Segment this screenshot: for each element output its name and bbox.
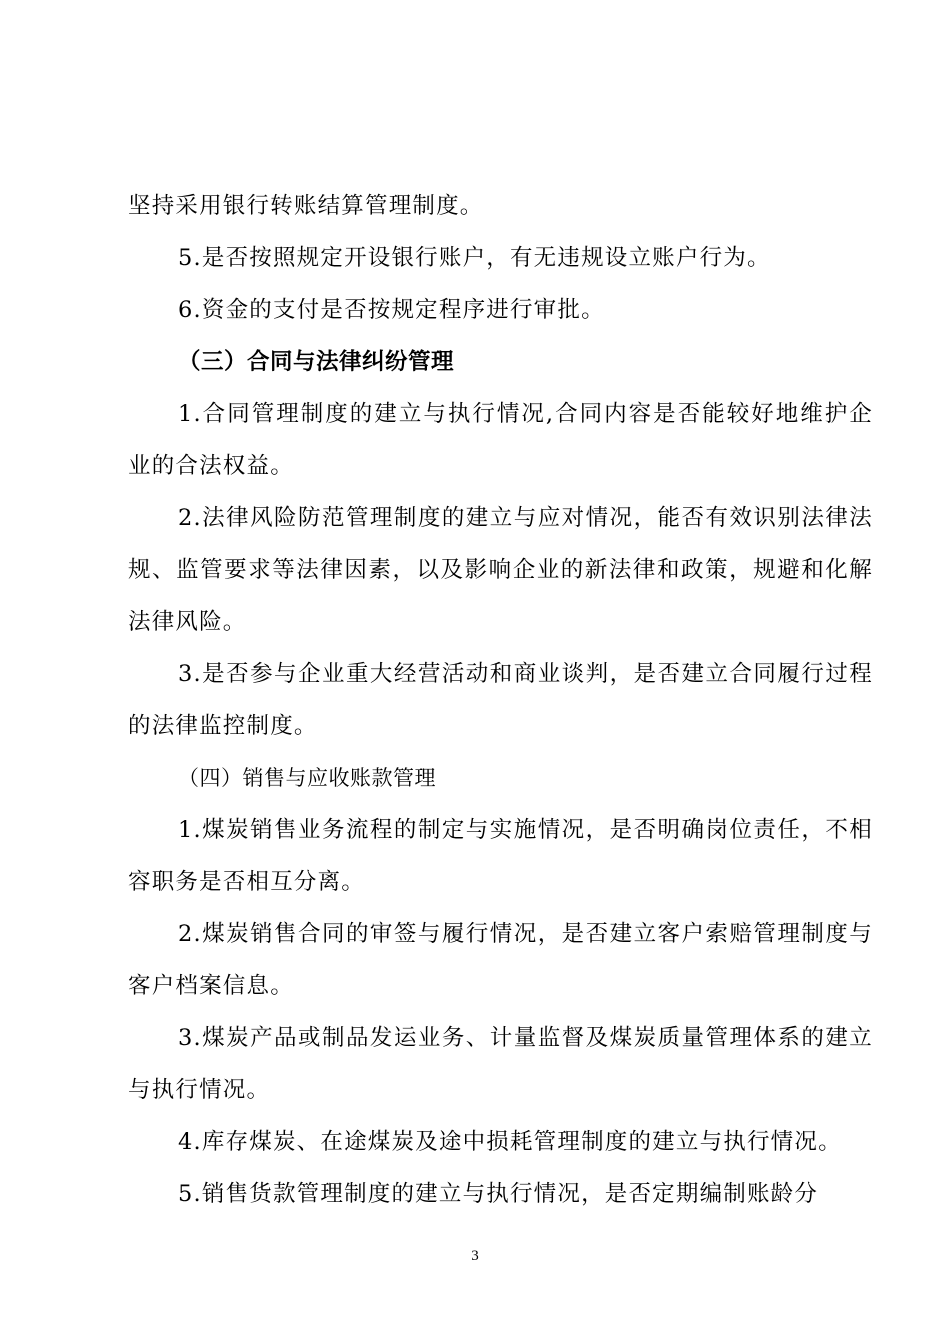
item-6-fund-payment: 6.资金的支付是否按规定程序进行审批。 — [178, 297, 605, 323]
item-3-shipping-quality: 3.煤炭产品或制品发运业务、计量监督及煤炭质量管理体系的建立与执行情况。 — [128, 1025, 873, 1103]
paragraph-continuation: 坚持采用银行转账结算管理制度。 — [128, 193, 484, 219]
item-5-sales-payment: 5.销售货款管理制度的建立与执行情况，是否定期编制账龄分 — [178, 1181, 819, 1207]
item-2-sales-contracts: 2.煤炭销售合同的审签与履行情况，是否建立客户索赔管理制度与客户档案信息。 — [128, 921, 873, 999]
item-2-legal-risk: 2.法律风险防范管理制度的建立与应对情况，能否有效识别法律法规、监管要求等法律因素，以及影响企业的新法律和政策，规避和化解法律风险。 — [128, 505, 873, 635]
item-1-sales-process: 1.煤炭销售业务流程的制定与实施情况，是否明确岗位责任，不相容职务是否相互分离。 — [128, 817, 873, 895]
item-3-legal-monitoring: 3.是否参与企业重大经营活动和商业谈判，是否建立合同履行过程的法律监控制度。 — [128, 661, 873, 739]
item-1-contract-management: 1.合同管理制度的建立与执行情况,合同内容是否能较好地维护企业的合法权益。 — [128, 401, 873, 479]
section-heading-contracts: （三）合同与法律纠纷管理 — [178, 349, 455, 375]
page-number: 3 — [471, 1248, 479, 1264]
body-text — [128, 180, 873, 1220]
item-5-bank-accounts: 5.是否按照规定开设银行账户，有无违规设立账户行为。 — [178, 245, 771, 271]
section-heading-sales: （四）销售与应收账款管理 — [178, 766, 436, 790]
item-4-inventory: 4.库存煤炭、在途煤炭及途中损耗管理制度的建立与执行情况。 — [178, 1129, 842, 1155]
